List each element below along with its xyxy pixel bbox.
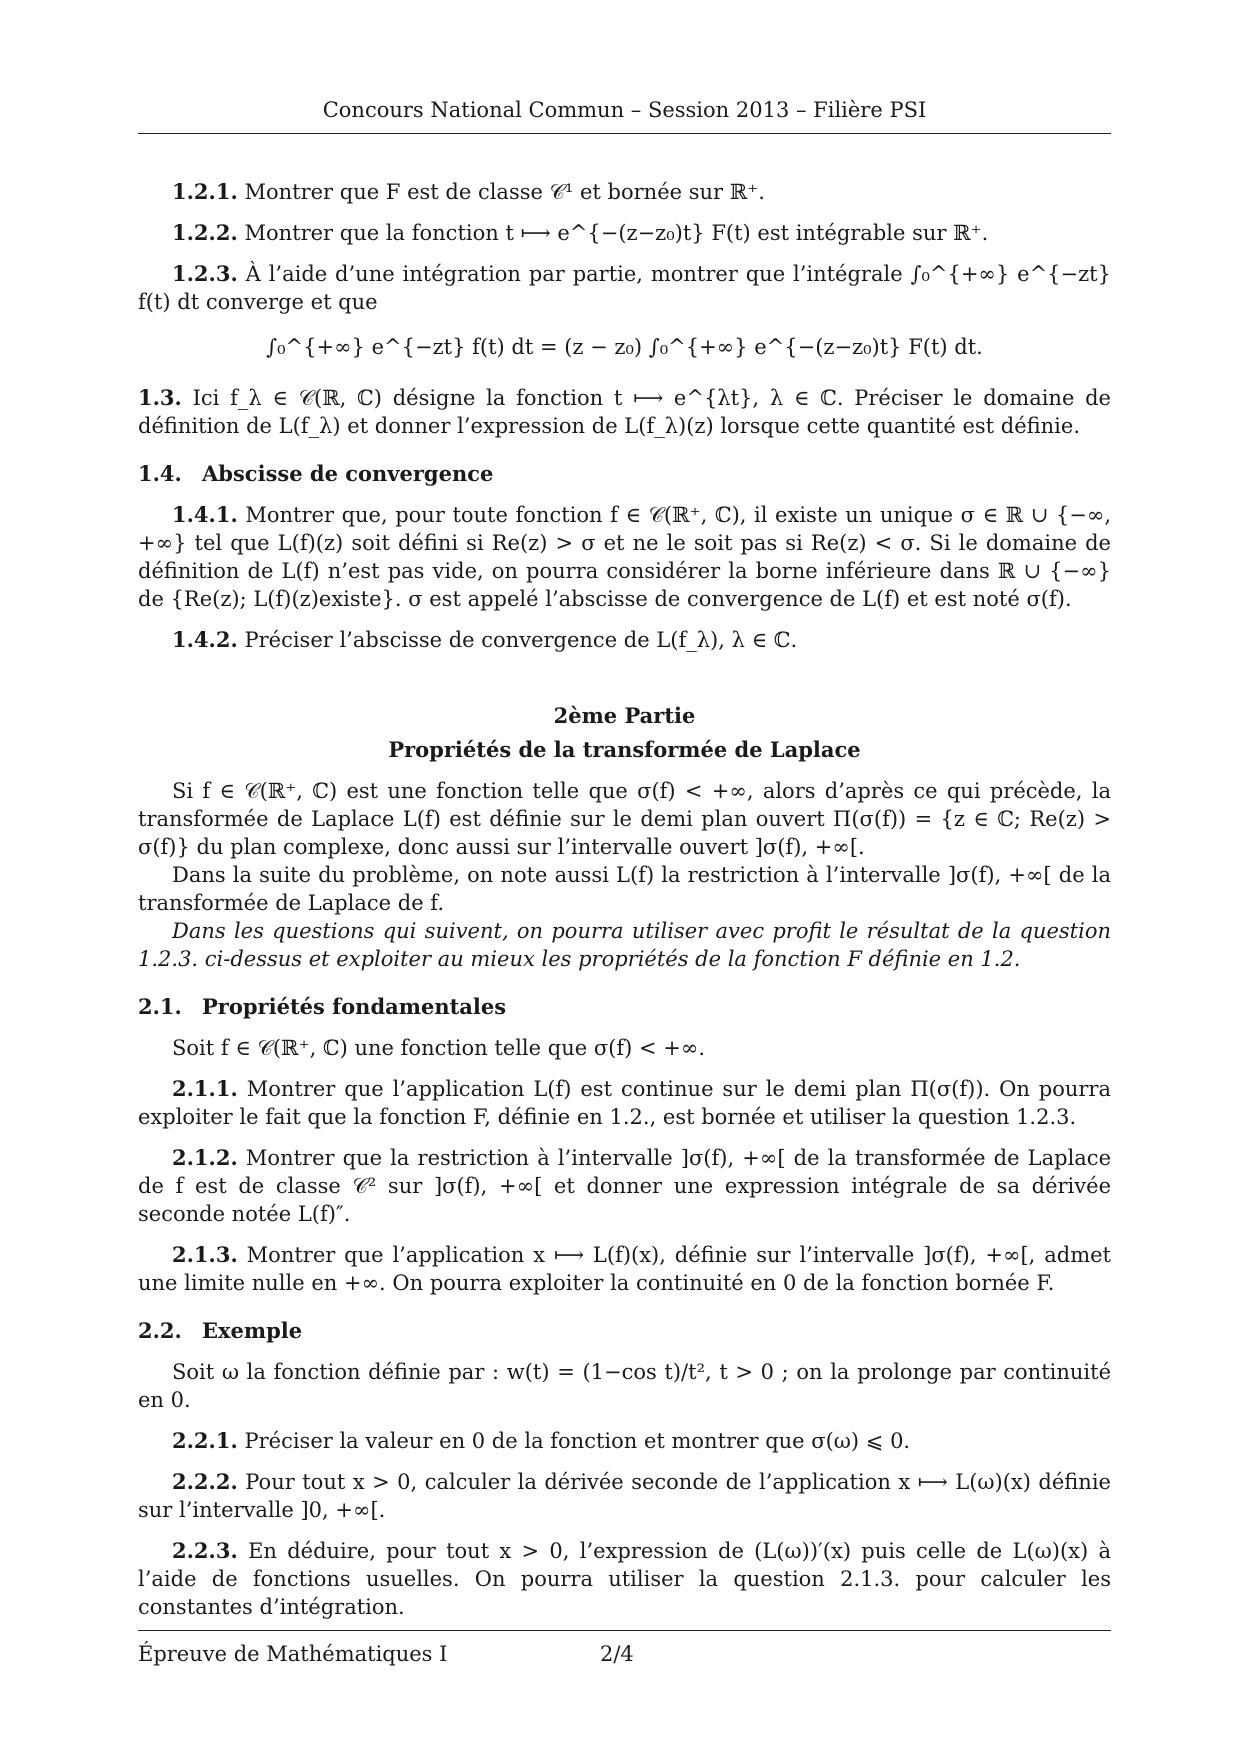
section-heading-2-1 (138, 993, 1111, 1021)
question-1-3 (138, 384, 1111, 440)
section-title: Exemple (202, 1318, 303, 1343)
question-number: 2.2.3. (172, 1538, 238, 1563)
section-number: 2.2. (138, 1318, 182, 1343)
section-heading-1-4 (138, 460, 1111, 488)
paragraph-intro: Si f ∈ 𝒞(ℝ⁺, ℂ) est une fonction telle que σ(f) < +∞, alors d’après ce qui précède, la transformée de Laplace L(f) est définie sur le demi plan ouvert Π(σ(f)) = {z ∈ ℂ; Re(z) > σ(f)} du plan complexe, donc aussi sur l’intervalle ouvert ]σ(f), +∞[. (138, 779, 1111, 859)
question-number: 1.4.1. (172, 502, 238, 527)
question-text: Ici f_λ ∈ 𝒞(ℝ, ℂ) désigne la fonction t ⟼ e^{λt}, λ ∈ ℂ. Préciser le domaine de définition de L(f_λ) et donner l’expression de L(f_λ)(z) lorsque cette quantité est définie. (138, 386, 1111, 438)
footer-rule (138, 1630, 1111, 1631)
section-title: Propriétés fondamentales (202, 994, 507, 1019)
page-content (138, 178, 1111, 1621)
section-number: 1.4. (138, 461, 182, 486)
question-text: Montrer que l’application x ⟼ L(f)(x), définie sur l’intervalle ]σ(f), +∞[, admet une limite nulle en +∞. On pourra exploiter la continuité en 0 de la fonction bornée F. (138, 1243, 1111, 1295)
section-heading-2-2 (138, 1317, 1111, 1345)
question-number: 1.3. (138, 385, 182, 410)
question-number: 1.2.3. (172, 261, 238, 286)
question-text: À l’aide d’une intégration par partie, montrer que l’intégrale ∫₀^{+∞} e^{−zt} f(t) dt converge et que (138, 262, 1111, 314)
header-rule (138, 133, 1111, 134)
paragraph-hypothesis: Soit f ∈ 𝒞(ℝ⁺, ℂ) une fonction telle que σ(f) < +∞. (172, 1036, 706, 1060)
question-text: Préciser la valeur en 0 de la fonction et montrer que σ(ω) ⩽ 0. (244, 1429, 911, 1453)
question-2-1-1 (138, 1075, 1111, 1131)
question-number: 2.2.2. (172, 1469, 238, 1494)
question-1-2-2 (138, 219, 1111, 247)
question-number: 2.1.3. (172, 1242, 238, 1267)
section-number: 2.1. (138, 994, 182, 1019)
paragraph-hint: Dans les questions qui suivent, on pourra utiliser avec profit le résultat de la question 1.2.3. ci-dessus et exploiter au mieux les propriétés de la fonction F définie en 1.2. (138, 919, 1111, 971)
paragraph-restriction: Dans la suite du problème, on note aussi L(f) la restriction à l’intervalle ]σ(f), +∞[ de la transformée de Laplace de f. (138, 863, 1111, 915)
display-equation: ∫₀^{+∞} e^{−zt} f(t) dt = (z − z₀) ∫₀^{+∞} e^{−(z−z₀)t} F(t) dt. (266, 335, 983, 359)
page-header: Concours National Commun – Session 2013 – Filière PSI (322, 98, 927, 122)
question-number: 1.2.2. (172, 220, 238, 245)
question-text: Pour tout x > 0, calculer la dérivée seconde de l’application x ⟼ L(ω)(x) définie sur l’intervalle ]0, +∞[. (138, 1470, 1111, 1522)
footer-exam-title: Épreuve de Mathématiques I (138, 1642, 448, 1666)
question-text: Montrer que l’application L(f) est continue sur le demi plan Π(σ(f)). On pourra exploiter le fait que la fonction F, définie en 1.2., est bornée et utiliser la question 1.2.3. (138, 1077, 1111, 1129)
question-text: En déduire, pour tout x > 0, l’expression de (L(ω))′(x) puis celle de L(ω)(x) à l’aide de fonctions usuelles. On pourra utiliser la question 2.1.3. pour calculer les constantes d’intégration. (138, 1539, 1111, 1619)
page-number: 2/4 (600, 1642, 634, 1666)
paragraph-definition: Soit ω la fonction définie par : w(t) = (1−cos t)/t², t > 0 ; on la prolonge par continuité en 0. (138, 1360, 1111, 1412)
question-number: 2.1.2. (172, 1145, 238, 1170)
question-2-1-3 (138, 1241, 1111, 1297)
question-2-2-2 (138, 1468, 1111, 1524)
question-number: 1.4.2. (172, 627, 238, 652)
question-1-2-1 (138, 178, 1111, 206)
question-text: Montrer que F est de classe 𝒞¹ et bornée sur ℝ⁺. (244, 180, 765, 204)
section-title: Abscisse de convergence (202, 461, 494, 486)
part-title: 2ème Partie (553, 703, 696, 728)
question-text: Montrer que, pour toute fonction f ∈ 𝒞(ℝ⁺, ℂ), il existe un unique σ ∈ ℝ ∪ {−∞, +∞} tel que L(f)(z) soit défini si Re(z) > σ et ne le soit pas si Re(z) < σ. Si le domaine de définition de L(f) n’est pas vide, on pourra considérer la borne inférieure dans ℝ ∪ {−∞} de {Re(z); L(f)(z)existe}. σ est appelé l’abscisse de convergence de L(f) et est noté σ(f). (138, 503, 1111, 611)
question-text: Préciser l’abscisse de convergence de L(f_λ), λ ∈ ℂ. (244, 628, 798, 652)
question-1-2-3 (138, 260, 1111, 316)
question-number: 2.2.1. (172, 1428, 238, 1453)
question-2-2-3 (138, 1537, 1111, 1621)
part-subtitle: Propriétés de la transformée de Laplace (388, 737, 861, 762)
question-2-2-1 (138, 1427, 1111, 1455)
question-number: 2.1.1. (172, 1076, 238, 1101)
question-text: Montrer que la fonction t ⟼ e^{−(z−z₀)t} F(t) est intégrable sur ℝ⁺. (244, 221, 989, 245)
question-1-4-1 (138, 501, 1111, 613)
question-text: Montrer que la restriction à l’intervalle ]σ(f), +∞[ de la transformée de Laplace de f est de classe 𝒞² sur ]σ(f), +∞[ et donner une expression intégrale de sa dérivée seconde notée L(f)″. (138, 1146, 1111, 1226)
question-2-1-2 (138, 1144, 1111, 1228)
question-1-4-2 (138, 626, 1111, 654)
question-number: 1.2.1. (172, 179, 238, 204)
